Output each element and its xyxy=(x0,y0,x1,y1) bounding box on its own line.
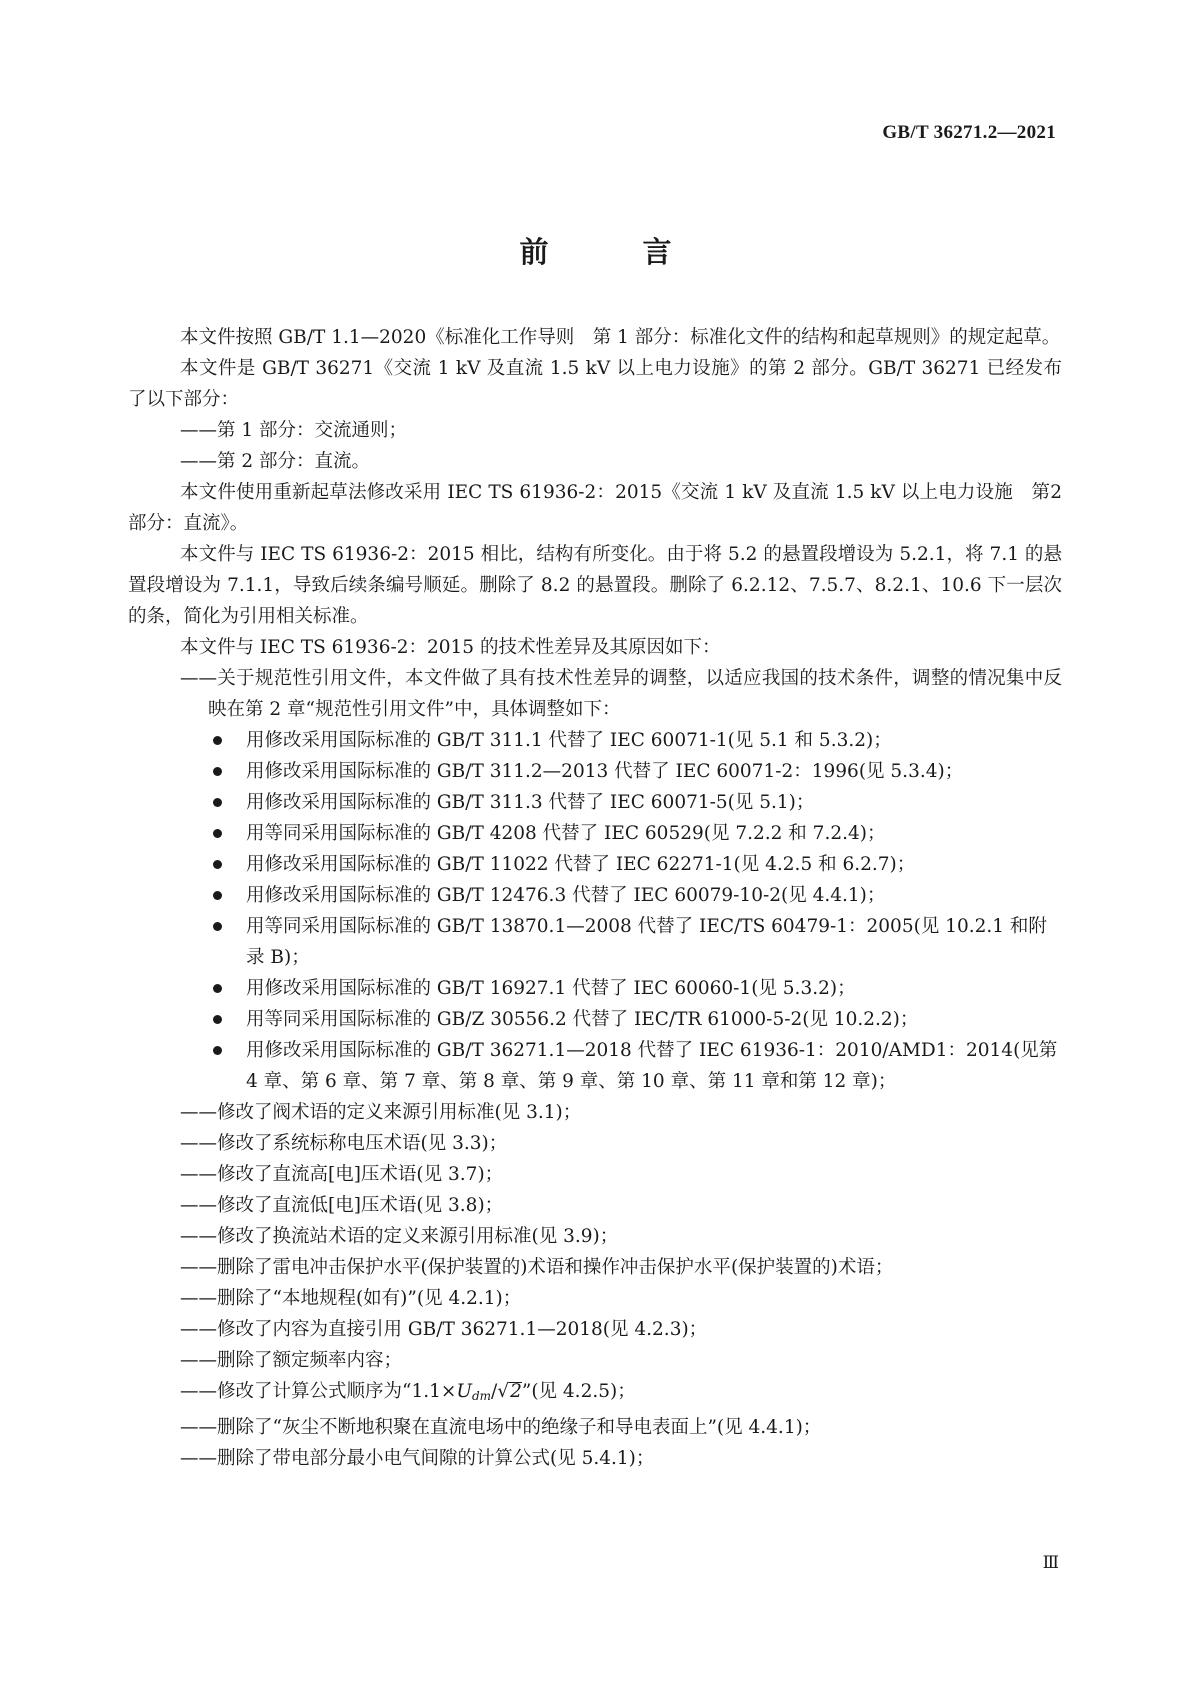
bullet-item: 用修改采用国际标准的 GB/T 311.1 代替了 IEC 60071-1(见 5.1 和 5.3.2)； xyxy=(246,725,1062,756)
bullet-item: 用等同采用国际标准的 GB/T 4208 代替了 IEC 60529(见 7.2.2 和 7.2.4)； xyxy=(246,818,1062,849)
list-item: ——修改了阀术语的定义来源引用标准(见 3.1)； xyxy=(180,1102,582,1123)
bullet-item: 用修改采用国际标准的 GB/T 12476.3 代替了 IEC 60079-10-2(见 4.4.1)； xyxy=(246,880,1062,911)
bullet-icon xyxy=(213,767,222,776)
bullet-item: 用修改采用国际标准的 GB/T 11022 代替了 IEC 62271-1(见 4.2.5 和 6.2.7)； xyxy=(246,849,1062,880)
paragraph: 本文件与 IEC TS 61936-2：2015 相比，结构有所变化。由于将 5.2 的悬置段增设为 5.2.1，将 7.1 的悬置段增设为 7.1.1，导致后续条编号顺延。删除了 8.2 的悬置段。删除了 6.2.12、7.5.7、8.2.1、10.6 下一层次的条，简化为引用相关标准。 xyxy=(128,544,1062,627)
standard-number: GB/T 36271.2—2021 xyxy=(882,122,1056,143)
list-item: ——删除了带电部分最小电气间隙的计算公式(见 5.4.1)； xyxy=(180,1448,655,1469)
bullet-icon xyxy=(213,1015,222,1024)
bullet-icon xyxy=(213,1046,222,1055)
list-item: ——关于规范性引用文件，本文件做了具有技术性差异的调整，以适应我国的技术条件，调整的情况集中反映在第 2 章“规范性引用文件”中，具体调整如下： xyxy=(180,668,1062,720)
list-item: ——修改了直流低[电]压术语(见 3.8)； xyxy=(180,1195,504,1216)
paragraph: 本文件是 GB/T 36271《交流 1 kV 及直流 1.5 kV 以上电力设施》的第 2 部分。GB/T 36271 已经发布了以下部分： xyxy=(128,358,1062,410)
list-item: ——删除了额定频率内容； xyxy=(180,1350,403,1371)
bullet-item: 用修改采用国际标准的 GB/T 311.3 代替了 IEC 60071-5(见 5.1)； xyxy=(246,787,1062,818)
bullet-icon xyxy=(213,860,222,869)
list-item: ——第 1 部分：交流通则； xyxy=(180,420,408,441)
bullet-icon xyxy=(213,922,222,931)
list-item: ——删除了“本地规程(如有)”(见 4.2.1)； xyxy=(180,1288,522,1309)
list-item: ——修改了换流站术语的定义来源引用标准(见 3.9)； xyxy=(180,1226,619,1247)
page-number: Ⅲ xyxy=(1042,1553,1059,1572)
bullet-list xyxy=(128,725,1062,1097)
bullet-icon xyxy=(213,829,222,838)
bullet-item: 用等同采用国际标准的 GB/T 13870.1—2008 代替了 IEC/TS 60479-1：2005(见 10.2.1 和附录 B)； xyxy=(246,911,1062,973)
list-item: ——删除了雷电冲击保护水平(保护装置的)术语和操作冲击保护水平(保护装置的)术语； xyxy=(180,1257,894,1278)
bullet-icon xyxy=(213,984,222,993)
list-item: ——修改了直流高[电]压术语(见 3.7)； xyxy=(180,1164,504,1185)
bullet-item: 用修改采用国际标准的 GB/T 311.2—2013 代替了 IEC 60071-2：1996(见 5.3.4)； xyxy=(246,756,1062,787)
bullet-icon xyxy=(213,891,222,900)
bullet-item: 用等同采用国际标准的 GB/Z 30556.2 代替了 IEC/TR 61000-5-2(见 10.2.2)； xyxy=(246,1004,1062,1035)
list-item: ——第 2 部分：直流。 xyxy=(180,451,371,472)
paragraph: 本文件按照 GB/T 1.1—2020《标准化工作导则 第 1 部分：标准化文件的结构和起草规则》的规定起草。 xyxy=(180,327,1061,348)
bullet-item: 用修改采用国际标准的 GB/T 36271.1—2018 代替了 IEC 61936-1：2010/AMD1：2014(见第 4 章、第 6 章、第 7 章、第 8 章、第 9 章、第 10 章、第 11 章和第 12 章)； xyxy=(246,1035,1062,1097)
bullet-icon xyxy=(213,798,222,807)
list-item: ——删除了“灰尘不断地积聚在直流电场中的绝缘子和导电表面上”(见 4.4.1)； xyxy=(180,1417,822,1438)
list-item: ——修改了系统标称电压术语(见 3.3)； xyxy=(180,1133,508,1154)
document-body xyxy=(128,322,1062,1474)
paragraph: 本文件与 IEC TS 61936-2：2015 的技术性差异及其原因如下： xyxy=(180,637,721,658)
list-item: ——修改了内容为直接引用 GB/T 36271.1—2018(见 4.2.3)； xyxy=(180,1319,708,1340)
page-title: 前 言 xyxy=(519,235,714,269)
formula-list-item: ——修改了计算公式顺序为“$1.1\times U_{dm}/√2$”(见 4.2.5)； xyxy=(180,1381,636,1403)
bullet-icon xyxy=(213,736,222,745)
paragraph: 本文件使用重新起草法修改采用 IEC TS 61936-2：2015《交流 1 kV 及直流 1.5 kV 以上电力设施 第2 部分：直流》。 xyxy=(128,482,1062,534)
bullet-item: 用修改采用国际标准的 GB/T 16927.1 代替了 IEC 60060-1(见 5.3.2)； xyxy=(246,973,1062,1004)
